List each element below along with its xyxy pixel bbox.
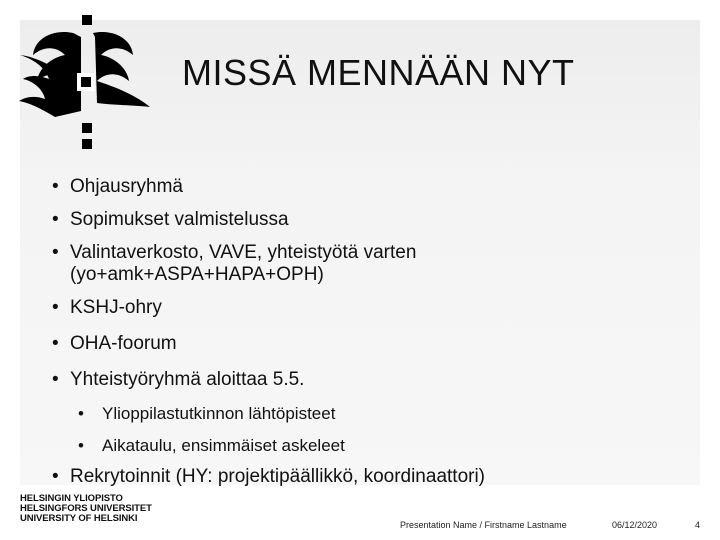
bullet-list <box>52 176 485 488</box>
footer-date: 06/12/2020 <box>612 520 658 530</box>
bullet-text: Ohjausryhmä <box>70 176 183 197</box>
bullet-text: Sopimukset valmistelussa <box>70 209 289 230</box>
footer-page-number: 4 <box>695 520 701 530</box>
sub-bullet-item <box>78 404 485 424</box>
bullet-text: • Valintaverkosto, VAVE, yhteistyötä varten <box>70 242 417 263</box>
bullet-text: Rekrytoinnit (HY: projektipäällikkö, koordinaattori) <box>70 466 486 487</box>
slide-title: MISSÄ MENNÄÄN NYT <box>182 52 575 93</box>
university-name-en: UNIVERSITY OF HELSINKI <box>20 513 138 524</box>
bullet-text: KSHJ-ohry <box>70 297 162 318</box>
bullet-item <box>52 369 485 391</box>
bullet-text: OHA-foorum <box>70 333 177 354</box>
bullet-item <box>52 242 485 286</box>
university-name-sv: HELSINGFORS UNIVERSITET <box>20 503 152 514</box>
sub-bullet-text: Aikataulu, ensimmäiset askeleet <box>102 436 345 455</box>
bullet-item <box>52 466 485 488</box>
sub-bullet-text: Ylioppilastutkinnon lähtöpisteet <box>102 404 336 423</box>
university-name <box>20 494 152 524</box>
footer-presentation-name: Presentation Name / Firstname Lastname <box>400 520 567 530</box>
bullet-text: Yhteistyöryhmä aloittaa 5.5. <box>70 369 305 390</box>
bullet-item <box>52 297 485 319</box>
bullet-item <box>52 176 485 198</box>
university-name-fi: HELSINGIN YLIOPISTO <box>20 493 123 504</box>
bullet-item <box>52 209 485 231</box>
bullet-text-continued: (yo+amk+ASPA+HAPA+OPH) <box>70 264 324 285</box>
bullet-item <box>52 333 485 355</box>
sub-bullet-item <box>78 436 485 456</box>
university-flame-logo-icon <box>15 15 160 150</box>
